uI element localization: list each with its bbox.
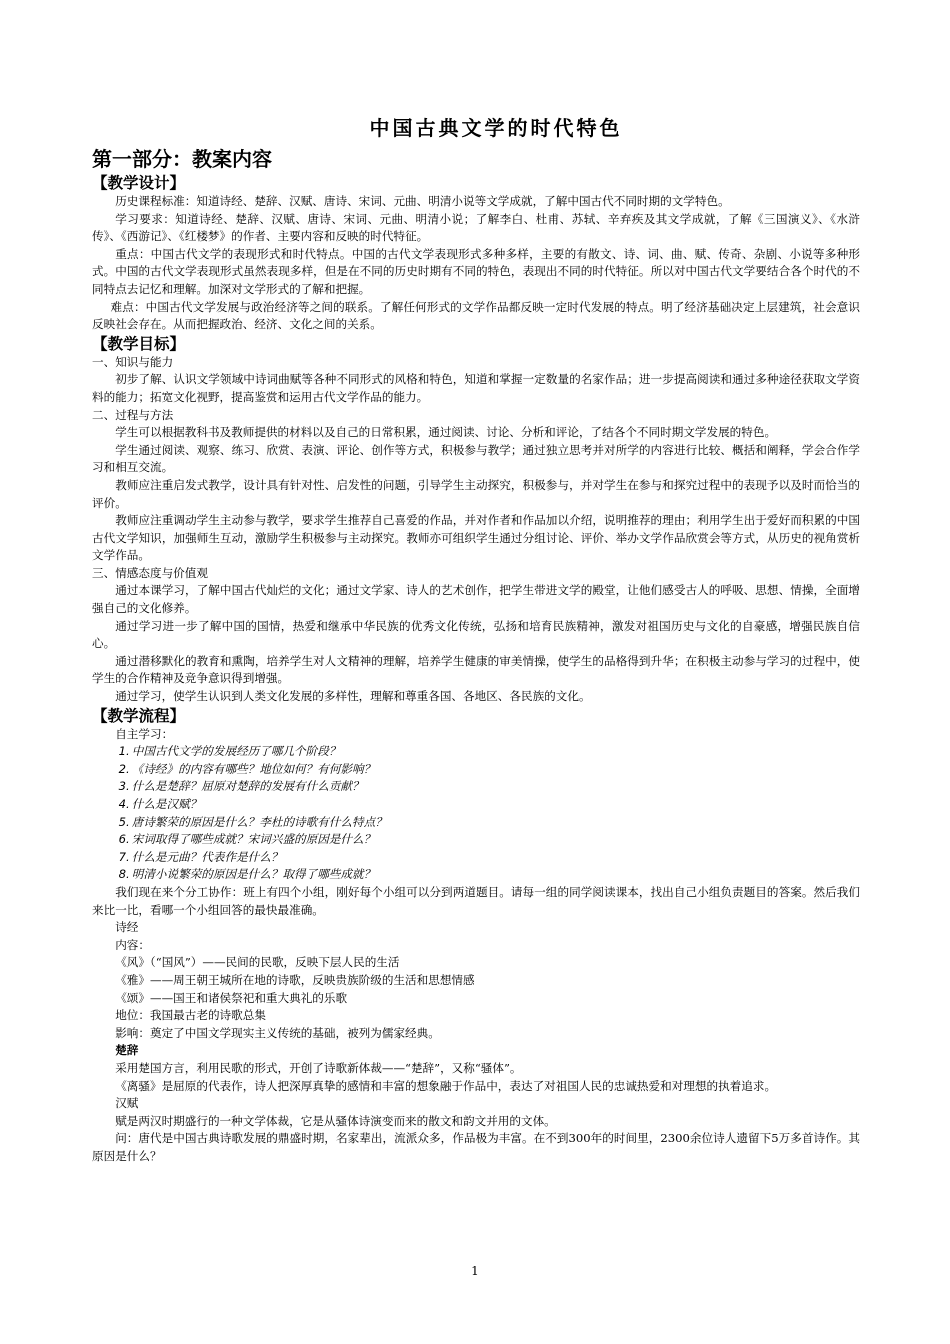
question-number: 8. [118, 867, 130, 882]
status-line: 地位：我国最古老的诗歌总集 [115, 1008, 266, 1023]
paragraph: 难点：中国古代文学发展与政治经济等之间的联系。了解任何形式的文学作品都反映一定时代发展的特点。明了经济基础决定上层建筑，社会意识反映社会存在。从而把握政治、经济、文化之间的关系。 [92, 299, 860, 332]
paragraph: 学生通过阅读、观察、练习、欣赏、表演、评论、创作等方式，积极参与教学；通过独立思考并对所学的内容进行比较、概括和阐释，学会合作学习和相互交流。 [92, 442, 860, 475]
paragraph: 《离骚》是屈原的代表作，诗人把深厚真挚的感情和丰富的想象融于作品中，表达了对祖国人民的忠诚热爱和对理想的执着追求。 [115, 1078, 777, 1093]
question-text: 《诗经》的内容有哪些？地位如何？有何影响？ [131, 761, 376, 776]
question-item [92, 761, 860, 779]
content-label: 内容： [115, 937, 150, 952]
page-content [92, 112, 860, 1165]
section-heading-goals: 【教学目标】 [92, 334, 186, 353]
section-heading-design: 【教学设计】 [92, 174, 186, 192]
question-number: 5. [118, 814, 130, 829]
question-text: 宋词取得了哪些成就？宋词兴盛的原因是什么？ [131, 832, 376, 847]
subheading: 三、情感态度与价值观 [92, 565, 208, 580]
paragraph: 通过潜移默化的教育和熏陶，培养学生对人文精神的理解，培养学生健康的审美情操，使学生的品格得到升华；在积极主动参与学习的过程中，使学生的合作精神及竞争意识得到增强。 [92, 653, 860, 686]
question-text: 中国古代文学的发展经历了哪几个阶段？ [131, 744, 341, 759]
topic-label: 诗经 [115, 920, 139, 935]
question-item [92, 814, 860, 832]
part-heading: 第一部分：教案内容 [92, 147, 272, 171]
content-line: 《颂》——国王和诸侯祭祀和重大典礼的乐歌 [115, 990, 348, 1005]
section-heading-flow: 【教学流程】 [92, 706, 186, 725]
question-item [92, 743, 860, 761]
question-number: 7. [118, 849, 130, 864]
question-number: 6. [118, 832, 130, 847]
paragraph: 学习要求：知道诗经、楚辞、汉赋、唐诗、宋词、元曲、明清小说；了解李白、杜甫、苏轼、辛弃疾及其文学成就，了解《三国演义》、《水浒传》、《西游记》、《红楼梦》的作者、主要内容和反映的时代特征。 [92, 211, 860, 244]
question-text: 什么是元曲？代表作是什么？ [131, 849, 283, 864]
influence-line: 影响：奠定了中国文学现实主义传统的基础，被列为儒家经典。 [115, 1025, 440, 1040]
paragraph: 教师应注重调动学生主动参与教学，要求学生推荐自己喜爱的作品，并对作者和作品加以介绍，说明推荐的理由；利用学生出于爱好而积累的中国古代文学知识，加强师生互动，激励学生积极参与主动探究。教师亦可组织学生通过分组讨论、评价、举办文学作品欣赏会等方式，从历史的视角赏析文学作品。 [92, 513, 860, 563]
paragraph: 通过学习进一步了解中国的国情，热爱和继承中华民族的优秀文化传统，弘扬和培育民族精神，激发对祖国历史与文化的自豪感，增强民族自信心。 [92, 618, 860, 651]
content-line: 《雅》——周王朝王城所在地的诗歌，反映贵族阶级的生活和思想情感 [115, 972, 475, 987]
topic-label: 楚辞 [115, 1043, 139, 1058]
question-list [92, 743, 860, 884]
question-number: 3. [118, 779, 130, 794]
paragraph: 历史课程标准：知道诗经、楚辞、汉赋、唐诗、宋词、元曲、明清小说等文学成就，了解中国古代不同时期的文学特色。 [115, 194, 730, 208]
question-number: 4. [118, 797, 130, 811]
question-item [92, 866, 860, 884]
paragraph: 我们现在来个分工协作：班上有四个小组，刚好每个小组可以分到两道题目。请每一组的同学阅读课本，找出自己小组负责题目的答案。然后我们来比一比，看哪一个小组回答的最快最准确。 [92, 884, 860, 917]
question-item [92, 831, 860, 849]
paragraph: 初步了解、认识文学领域中诗词曲赋等各种不同形式的风格和特色，知道和掌握一定数量的名家作品；进一步提高阅读和通过多种途径获取文学资料的能力；拓宽文化视野，提高鉴赏和运用古代文学作品的能力。 [92, 372, 860, 404]
question-number: 1. [118, 744, 130, 759]
question-item [92, 796, 860, 814]
document-title: 中国古典文学的时代特色 [369, 116, 623, 140]
page-number: 1 [471, 1264, 479, 1278]
paragraph: 重点：中国古代文学的表现形式和时代特点。中国的古代文学表现形式多种多样，主要的有散文、诗、词、曲、赋、传奇、杂剧、小说等多种形式。中国的古代文学表现形式虽然表现多样，但是在不同的历史时期有不同的特色，表现出不同的时代特征。所以对中国古代文学要结合各个时代的不同特点去记忆和理解。加深对文学形式的了解和把握。 [92, 246, 860, 296]
self-study-label: 自主学习： [115, 726, 174, 741]
question-text: 什么是楚辞？屈原对楚辞的发展有什么贡献？ [131, 779, 364, 794]
question-item [92, 849, 860, 867]
paragraph: 教师应注重启发式教学，设计具有针对性、启发性的问题，引导学生主动探究，积极参与，并对学生在参与和探究过程中的表现予以及时而恰当的评价。 [92, 477, 860, 510]
question-text: 明清小说繁荣的原因是什么？取得了哪些成就？ [131, 867, 376, 882]
paragraph: 问：唐代是中国古典诗歌发展的鼎盛时期，名家辈出，流派众多，作品极为丰富。在不到300年的时间里，2300余位诗人遗留下5万多首诗作。其原因是什么？ [92, 1131, 860, 1163]
subheading: 二、过程与方法 [92, 407, 174, 422]
paragraph: 赋是两汉时期盛行的一种文学体裁，它是从骚体诗演变而来的散文和韵文并用的文体。 [115, 1113, 556, 1128]
question-item [92, 778, 860, 796]
paragraph: 采用楚国方言，利用民歌的形式，开创了诗歌新体裁——“楚辞”，又称“骚体”。 [115, 1060, 522, 1075]
content-line: 《风》（“国风”）——民间的民歌，反映下层人民的生活 [115, 955, 400, 970]
question-text: 什么是汉赋？ [131, 797, 202, 811]
question-number: 2. [118, 761, 130, 776]
question-text: 唐诗繁荣的原因是什么？李杜的诗歌有什么特点？ [131, 814, 387, 829]
paragraph: 通过学习，使学生认识到人类文化发展的多样性，理解和尊重各国、各地区、各民族的文化。 [115, 689, 591, 704]
paragraph: 学生可以根据教科书及教师提供的材料以及自己的日常积累，通过阅读、讨论、分析和评论，了结各个不同时期文学发展的特色。 [115, 425, 777, 440]
topic-label: 汉赋 [115, 1096, 139, 1111]
paragraph: 通过本课学习，了解中国古代灿烂的文化；通过文学家、诗人的艺术创作，把学生带进文学的殿堂，让他们感受古人的呼吸、思想、情操，全面增强自己的文化修养。 [92, 583, 860, 616]
subheading: 一、知识与能力 [92, 354, 174, 369]
